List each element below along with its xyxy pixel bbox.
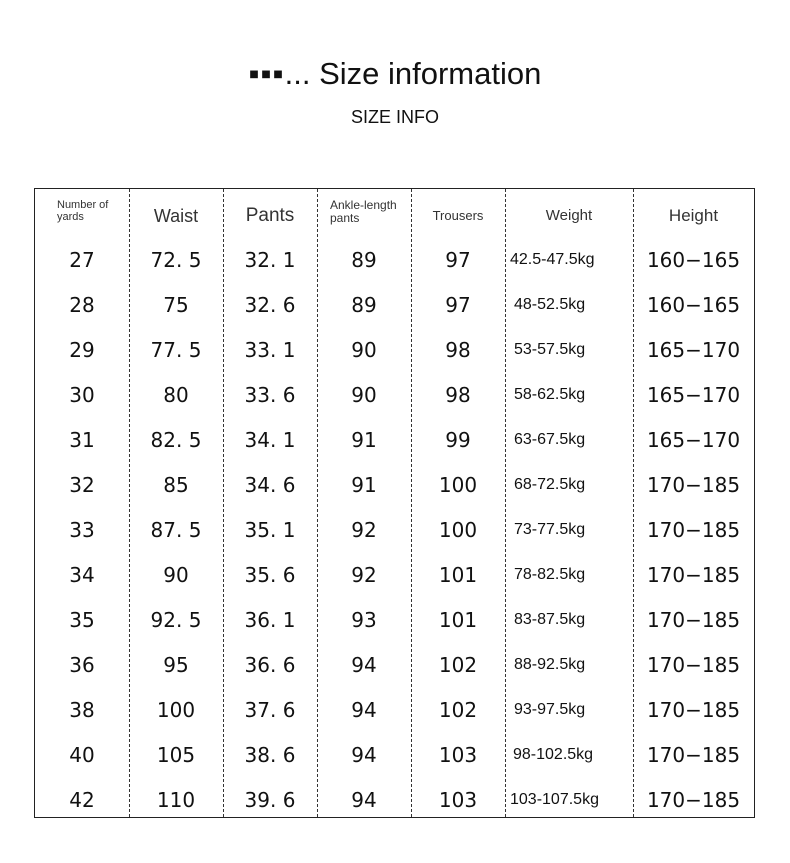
cell-ankle-length: 94: [351, 697, 377, 722]
cell-height: 170−185: [646, 697, 741, 722]
cell-yards: 29: [69, 337, 95, 362]
cell-yards: 36: [69, 652, 95, 677]
cell-yards: 42: [69, 787, 95, 812]
cell-weight: 48-52.5kg: [514, 295, 586, 313]
cell-yards: 28: [69, 292, 95, 317]
cell-yards: 34: [69, 562, 95, 587]
cell-height: 165−170: [646, 382, 741, 407]
cell-weight: 98-102.5kg: [513, 745, 594, 763]
cell-trousers: 100: [438, 472, 478, 497]
cell-trousers: 101: [438, 562, 478, 587]
page-title: [0, 56, 790, 92]
cell-pants: 33. 1: [244, 337, 296, 362]
cell-trousers: 100: [438, 517, 478, 542]
cell-pants: 35. 6: [244, 562, 296, 587]
cell-trousers: 98: [445, 382, 471, 407]
cell-yards: 40: [69, 742, 95, 767]
header-ankle-length: Ankle-length pants: [330, 198, 397, 225]
header-yards: Number of yards: [57, 199, 109, 223]
cell-ankle-length: 94: [351, 742, 377, 767]
cell-pants: 38. 6: [244, 742, 296, 767]
header-weight: Weight: [545, 207, 593, 225]
cell-weight: 83-87.5kg: [514, 610, 586, 628]
cell-trousers: 97: [445, 247, 471, 272]
cell-yards: 31: [69, 427, 95, 452]
cell-weight: 78-82.5kg: [514, 565, 586, 583]
cell-height: 165−170: [646, 427, 741, 452]
cell-height: 165−170: [646, 337, 741, 362]
cell-pants: 37. 6: [244, 697, 296, 722]
cell-yards: 27: [69, 247, 95, 272]
cell-waist: 105: [156, 742, 196, 767]
cell-height: 170−185: [646, 652, 741, 677]
cell-yards: 35: [69, 607, 95, 632]
cell-waist: 85: [163, 472, 189, 497]
cell-waist: 87. 5: [150, 517, 202, 542]
cell-trousers: 101: [438, 607, 478, 632]
cell-waist: 110: [156, 787, 196, 812]
cell-trousers: 99: [445, 427, 471, 452]
cell-yards: 30: [69, 382, 95, 407]
cell-trousers: 103: [438, 742, 478, 767]
cell-trousers: 102: [438, 697, 478, 722]
cell-height: 170−185: [646, 472, 741, 497]
cell-trousers: 98: [445, 337, 471, 362]
cell-ankle-length: 94: [351, 787, 377, 812]
cell-pants: 39. 6: [244, 787, 296, 812]
cell-weight: 68-72.5kg: [514, 475, 586, 493]
cell-ankle-length: 92: [351, 562, 377, 587]
header-height: Height: [668, 206, 719, 226]
cell-height: 160−165: [646, 247, 741, 272]
cell-waist: 77. 5: [150, 337, 202, 362]
title-dots: ▪▪▪: [248, 56, 285, 91]
cell-ankle-length: 90: [351, 337, 377, 362]
cell-yards: 33: [69, 517, 95, 542]
cell-height: 170−185: [646, 787, 741, 812]
cell-height: 170−185: [646, 562, 741, 587]
cell-height: 170−185: [646, 607, 741, 632]
cell-ankle-length: 91: [351, 472, 377, 497]
cell-waist: 90: [163, 562, 189, 587]
cell-waist: 92. 5: [150, 607, 202, 632]
cell-waist: 80: [163, 382, 189, 407]
cell-waist: 100: [156, 697, 196, 722]
cell-height: 160−165: [646, 292, 741, 317]
cell-weight: 88-92.5kg: [514, 655, 586, 673]
cell-weight: 103-107.5kg: [510, 790, 599, 808]
cell-trousers: 97: [445, 292, 471, 317]
cell-weight: 63-67.5kg: [514, 430, 586, 448]
cell-pants: 32. 6: [244, 292, 296, 317]
title-text: ... Size information: [284, 56, 542, 91]
header-trousers: Trousers: [432, 208, 484, 224]
cell-waist: 82. 5: [150, 427, 202, 452]
cell-pants: 36. 6: [244, 652, 296, 677]
header-waist: Waist: [153, 205, 199, 226]
cell-ankle-length: 91: [351, 427, 377, 452]
cell-pants: 34. 6: [244, 472, 296, 497]
cell-height: 170−185: [646, 517, 741, 542]
cell-ankle-length: 89: [351, 247, 377, 272]
cell-ankle-length: 93: [351, 607, 377, 632]
cell-waist: 75: [163, 292, 189, 317]
cell-pants: 34. 1: [244, 427, 296, 452]
cell-ankle-length: 90: [351, 382, 377, 407]
cell-yards: 38: [69, 697, 95, 722]
cell-ankle-length: 89: [351, 292, 377, 317]
cell-trousers: 103: [438, 787, 478, 812]
cell-pants: 36. 1: [244, 607, 296, 632]
cell-trousers: 102: [438, 652, 478, 677]
cell-weight: 93-97.5kg: [514, 700, 586, 718]
cell-ankle-length: 92: [351, 517, 377, 542]
cell-weight: 53-57.5kg: [514, 340, 586, 358]
cell-pants: 35. 1: [244, 517, 296, 542]
size-table: [34, 188, 755, 818]
header-pants: Pants: [245, 205, 295, 227]
cell-waist: 95: [163, 652, 189, 677]
cell-pants: 32. 1: [244, 247, 296, 272]
cell-height: 170−185: [646, 742, 741, 767]
cell-ankle-length: 94: [351, 652, 377, 677]
cell-waist: 72. 5: [150, 247, 202, 272]
cell-yards: 32: [69, 472, 95, 497]
cell-weight: 58-62.5kg: [514, 385, 586, 403]
cell-weight: 42.5-47.5kg: [510, 250, 595, 268]
page-subtitle: SIZE INFO: [350, 107, 439, 127]
cell-weight: 73-77.5kg: [514, 520, 586, 538]
cell-pants: 33. 6: [244, 382, 296, 407]
